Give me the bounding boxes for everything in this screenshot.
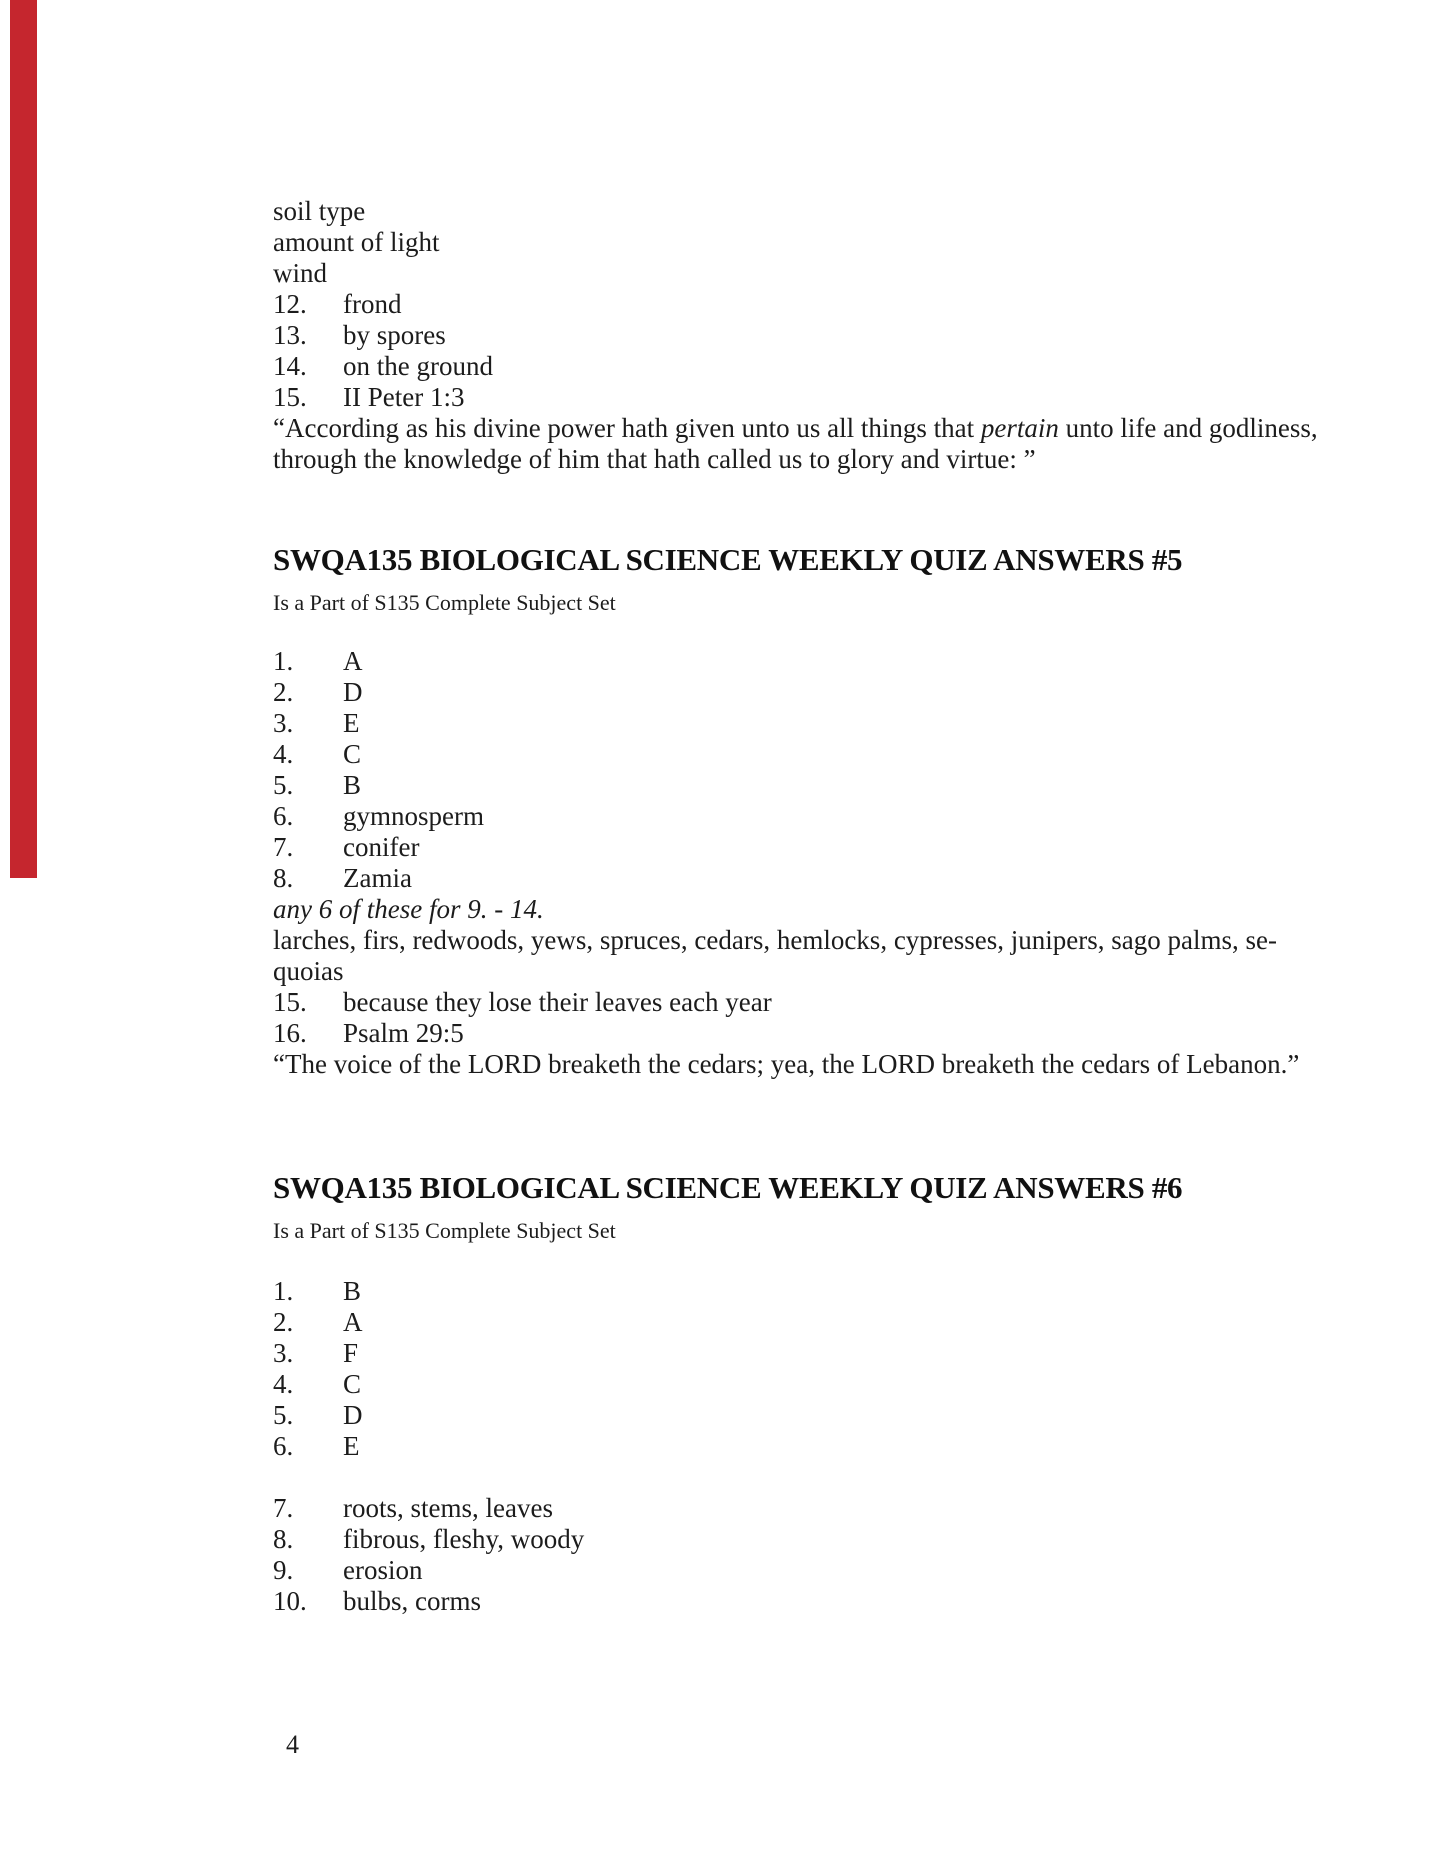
answer-row	[273, 1400, 1383, 1431]
answer-text: fibrous, fleshy, woody	[343, 1524, 585, 1554]
scripture-quote-line: “The voice of the LORD breaketh the cedars; yea, the LORD breaketh the cedars of Lebanon.”	[273, 1049, 1300, 1079]
scripture-quote-line: through the knowledge of him that hath called us to glory and virtue: ”	[273, 444, 1036, 474]
scripture-quote-line	[273, 413, 1383, 444]
answer-number: 1.	[273, 1276, 294, 1306]
numbered-answers-list	[273, 1493, 1383, 1617]
answer-number: 9.	[273, 1555, 294, 1585]
numbered-answers-list	[273, 289, 1383, 413]
answer-text: because they lose their leaves each year	[343, 987, 772, 1017]
answer-text: roots, stems, leaves	[343, 1493, 553, 1523]
answer-text: D	[343, 1400, 363, 1430]
answer-continuation-line: amount of light	[273, 227, 440, 257]
answer-row	[273, 1555, 1383, 1586]
answer-number: 6.	[273, 1431, 294, 1461]
answer-row	[273, 1307, 1383, 1338]
answer-row	[273, 1493, 1383, 1524]
quiz6-answers-block-2	[273, 1493, 1383, 1617]
answer-text: Psalm 29:5	[343, 1018, 464, 1048]
answer-text: on the ground	[343, 351, 493, 381]
page-number: 4	[286, 1730, 299, 1759]
conifer-list-line: larches, firs, redwoods, yews, spruces, cedars, hemlocks, cypresses, junipers, sago palms, se-	[273, 925, 1277, 955]
conifer-list-line: quoias	[273, 956, 344, 986]
answer-number: 3.	[273, 708, 294, 738]
answer-number: 13.	[273, 320, 307, 350]
answer-number: 2.	[273, 1307, 294, 1337]
answer-row	[273, 1524, 1383, 1555]
answer-row	[273, 351, 1383, 382]
answer-row	[273, 1276, 1383, 1307]
answer-text: C	[343, 1369, 362, 1399]
quote-italic-word: pertain	[980, 413, 1059, 443]
section-title-quiz5: SWQA135 BIOLOGICAL SCIENCE WEEKLY QUIZ ANSWERS #5	[273, 542, 1183, 577]
answer-number: 14.	[273, 351, 307, 381]
answer-row	[273, 1338, 1383, 1369]
answer-row	[273, 863, 1383, 894]
answer-number: 3.	[273, 1338, 294, 1368]
answer-row	[273, 320, 1383, 351]
answer-number: 4.	[273, 739, 294, 769]
answer-number: 8.	[273, 1524, 294, 1554]
answer-text: B	[343, 770, 362, 800]
answer-row	[273, 987, 1383, 1018]
answer-text: gymnosperm	[343, 801, 484, 831]
answer-text: A	[343, 1307, 363, 1337]
numbered-answers-list	[273, 646, 1383, 894]
answer-row	[273, 289, 1383, 320]
answer-number: 8.	[273, 863, 294, 893]
answer-number: 15.	[273, 382, 307, 412]
answer-text: C	[343, 739, 362, 769]
quote-segment: “According as his divine power hath given unto us all things that	[273, 413, 981, 443]
red-edge-stripe	[10, 0, 37, 878]
answer-continuation-line: soil type	[273, 196, 366, 226]
answer-text: B	[343, 1276, 362, 1306]
answer-text: II Peter 1:3	[343, 382, 465, 412]
section-subtitle-quiz6: Is a Part of S135 Complete Subject Set	[273, 1218, 616, 1243]
answer-row	[273, 739, 1383, 770]
answer-row	[273, 1369, 1383, 1400]
answer-number: 7.	[273, 1493, 294, 1523]
section-subtitle-quiz5: Is a Part of S135 Complete Subject Set	[273, 590, 616, 615]
answer-text: Zamia	[343, 863, 412, 893]
answer-continuation-line: wind	[273, 258, 327, 288]
answer-number: 16.	[273, 1018, 307, 1048]
answer-text: F	[343, 1338, 359, 1368]
answer-number: 7.	[273, 832, 294, 862]
answer-row	[273, 801, 1383, 832]
answer-number: 5.	[273, 770, 294, 800]
answer-text: E	[343, 708, 360, 738]
quiz5-answers-block	[273, 646, 1383, 1080]
numbered-answers-list	[273, 987, 1383, 1049]
answer-number: 10.	[273, 1586, 307, 1616]
answer-text: by spores	[343, 320, 446, 350]
answer-text: conifer	[343, 832, 420, 862]
answer-text: frond	[343, 289, 402, 319]
answer-text: E	[343, 1431, 360, 1461]
quiz6-answers-block-1	[273, 1276, 1383, 1462]
answer-number: 15.	[273, 987, 307, 1017]
answer-row	[273, 1431, 1383, 1462]
carryover-answers-block	[273, 196, 1383, 475]
answer-row	[273, 1586, 1383, 1617]
answer-row	[273, 708, 1383, 739]
answer-row	[273, 1018, 1383, 1049]
answer-row	[273, 832, 1383, 863]
section-title-quiz6: SWQA135 BIOLOGICAL SCIENCE WEEKLY QUIZ ANSWERS #6	[273, 1170, 1183, 1205]
quote-segment: unto life and godliness,	[1058, 413, 1318, 443]
answer-row	[273, 382, 1383, 413]
answer-number: 2.	[273, 677, 294, 707]
answer-row	[273, 646, 1383, 677]
answer-text: bulbs, corms	[343, 1586, 481, 1616]
answer-text: erosion	[343, 1555, 423, 1585]
answer-number: 12.	[273, 289, 307, 319]
answer-row	[273, 677, 1383, 708]
answer-number: 6.	[273, 801, 294, 831]
answer-text: A	[343, 646, 363, 676]
answer-row	[273, 770, 1383, 801]
answer-text: D	[343, 677, 363, 707]
answer-number: 5.	[273, 1400, 294, 1430]
italic-note-line: any 6 of these for 9. - 14.	[273, 894, 544, 924]
answer-number: 4.	[273, 1369, 294, 1399]
numbered-answers-list	[273, 1276, 1383, 1462]
answer-number: 1.	[273, 646, 294, 676]
